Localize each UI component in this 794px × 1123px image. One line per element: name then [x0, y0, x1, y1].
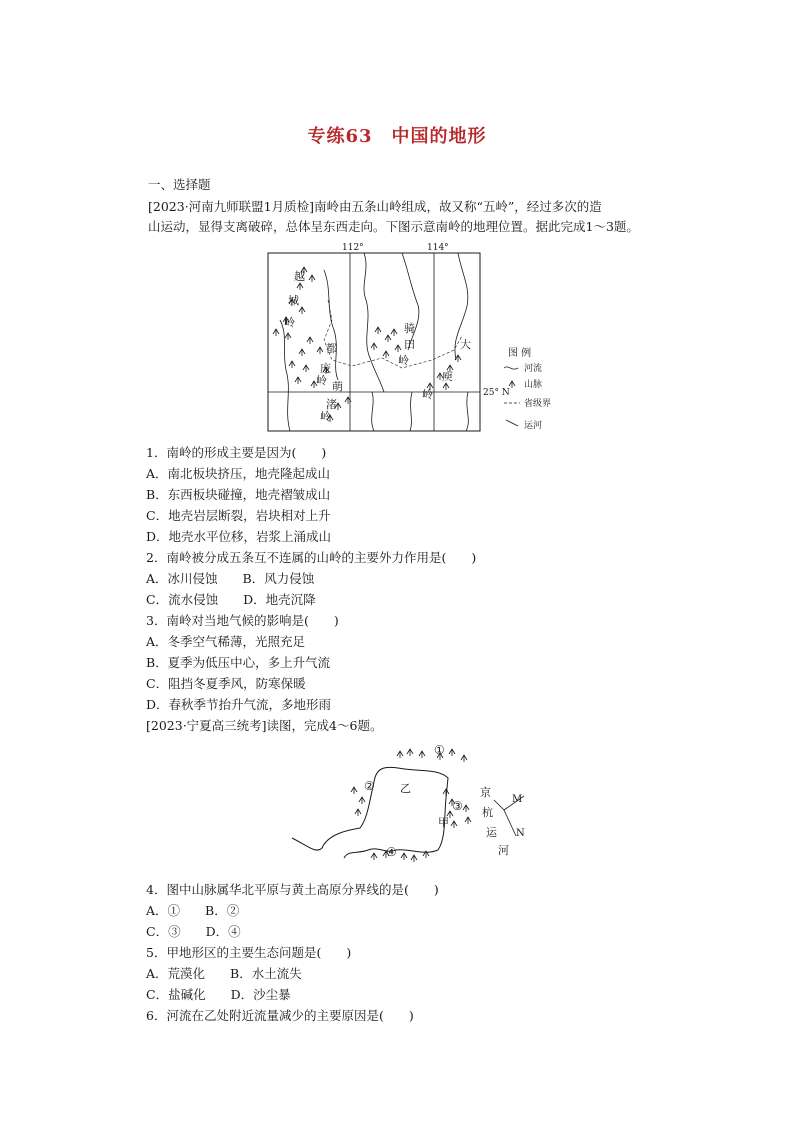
legend-mountain: 山脉	[524, 380, 543, 390]
question-2-options-cd: C．流水侵蚀 D．地壳沉降	[146, 592, 316, 607]
label-ling-4: 岭	[320, 410, 331, 423]
label-jia: 甲	[438, 816, 449, 829]
label-da: 大	[460, 338, 471, 351]
label-hang: 杭	[482, 806, 493, 819]
nanling-map	[262, 240, 562, 440]
question-6-stem: 6．河流在乙处附近流量减少的主要原因是( )	[146, 1008, 414, 1023]
lon-label-114: 114°	[427, 243, 449, 253]
label-4: ④	[386, 845, 397, 859]
question-3-stem: 3．南岭对当地气候的影响是( )	[146, 613, 339, 628]
label-du: 都	[326, 342, 337, 355]
intro-text-line-1: [2023·河南九师联盟1月质检]南岭由五条山岭组成，故又称“五岭”，经过多次的造	[148, 199, 602, 214]
legend-canal: 运河	[524, 421, 543, 431]
label-jing: 京	[480, 786, 491, 799]
question-1-option-c: C．地壳岩层断裂，岩块相对上升	[146, 508, 331, 523]
label-meng: 萌	[332, 380, 343, 393]
question-3-option-a: A．冬季空气稀薄，光照充足	[146, 634, 306, 649]
question-3-option-b: B．夏季为低压中心，多上升气流	[146, 655, 331, 670]
question-5-options-ab: A．荒漠化 B．水土流失	[146, 966, 302, 981]
label-n: N	[516, 828, 525, 839]
question-1-option-a: A．南北板块挤压，地壳隆起成山	[146, 466, 331, 481]
loess-region-map	[288, 738, 538, 868]
question-4-stem: 4．图中山脉属华北平原与黄土高原分界线的是( )	[146, 882, 439, 897]
label-yun: 运	[486, 826, 497, 839]
label-yu: 庾	[442, 370, 453, 383]
question-5-options-cd: C．盐碱化 D．沙尘暴	[146, 987, 291, 1002]
question-4-options-ab: A．① B．②	[146, 903, 240, 918]
intro-text-line-2: 山运动，显得支离破碎，总体呈东西走向。下图示意南岭的地理位置。据此完成1～3题。	[148, 219, 639, 234]
label-m: M	[512, 794, 523, 805]
question-1-stem: 1．南岭的形成主要是因为( )	[146, 445, 327, 460]
label-yue: 越	[294, 270, 305, 283]
label-zhu: 渚	[326, 398, 337, 411]
question-1-option-b: B．东西板块碰撞，地壳褶皱成山	[146, 487, 331, 502]
question-4-options-cd: C．③ D．④	[146, 924, 241, 939]
label-cheng: 城	[288, 294, 299, 307]
label-ling-3: 岭	[398, 354, 409, 367]
label-ling-5: 岭	[422, 388, 433, 401]
question-3-option-c: C．阻挡冬夏季风，防寒保暖	[146, 676, 306, 691]
map-legend	[504, 346, 551, 431]
label-1: ①	[434, 743, 445, 757]
label-2: ②	[364, 779, 375, 793]
page-title: 专练63 中国的地形	[307, 126, 487, 147]
label-pang: 庞	[320, 362, 331, 375]
question-2-stem: 2．南岭被分成五条互不连属的山岭的主要外力作用是( )	[146, 550, 477, 565]
lat-label-25n: 25° N	[483, 388, 510, 398]
label-he: 河	[498, 844, 509, 857]
question-1-option-d: D．地壳水平位移，岩浆上涌成山	[146, 529, 332, 544]
question-5-stem: 5．甲地形区的主要生态问题是( )	[146, 945, 352, 960]
legend-province-border: 省级界	[524, 399, 552, 409]
legend-river: 河流	[524, 364, 543, 374]
question-2-options-ab: A．冰川侵蚀 B．风力侵蚀	[146, 571, 315, 586]
label-tian: 田	[404, 338, 415, 351]
intro-2: [2023·宁夏高三统考]读图，完成4～6题。	[146, 718, 383, 733]
province-border	[324, 300, 462, 368]
lon-label-112: 112°	[342, 243, 364, 253]
label-3: ③	[452, 799, 463, 813]
question-3-option-d: D．春秋季节抬升气流，多地形雨	[146, 697, 332, 712]
legend-title: 图 例	[508, 348, 532, 359]
label-ling-2: 岭	[316, 374, 327, 387]
label-yi: 乙	[400, 782, 411, 795]
label-ling-1: 岭	[284, 316, 295, 329]
section-heading: 一、选择题	[148, 177, 211, 192]
rivers	[280, 253, 468, 431]
label-qi: 骑	[404, 322, 415, 335]
